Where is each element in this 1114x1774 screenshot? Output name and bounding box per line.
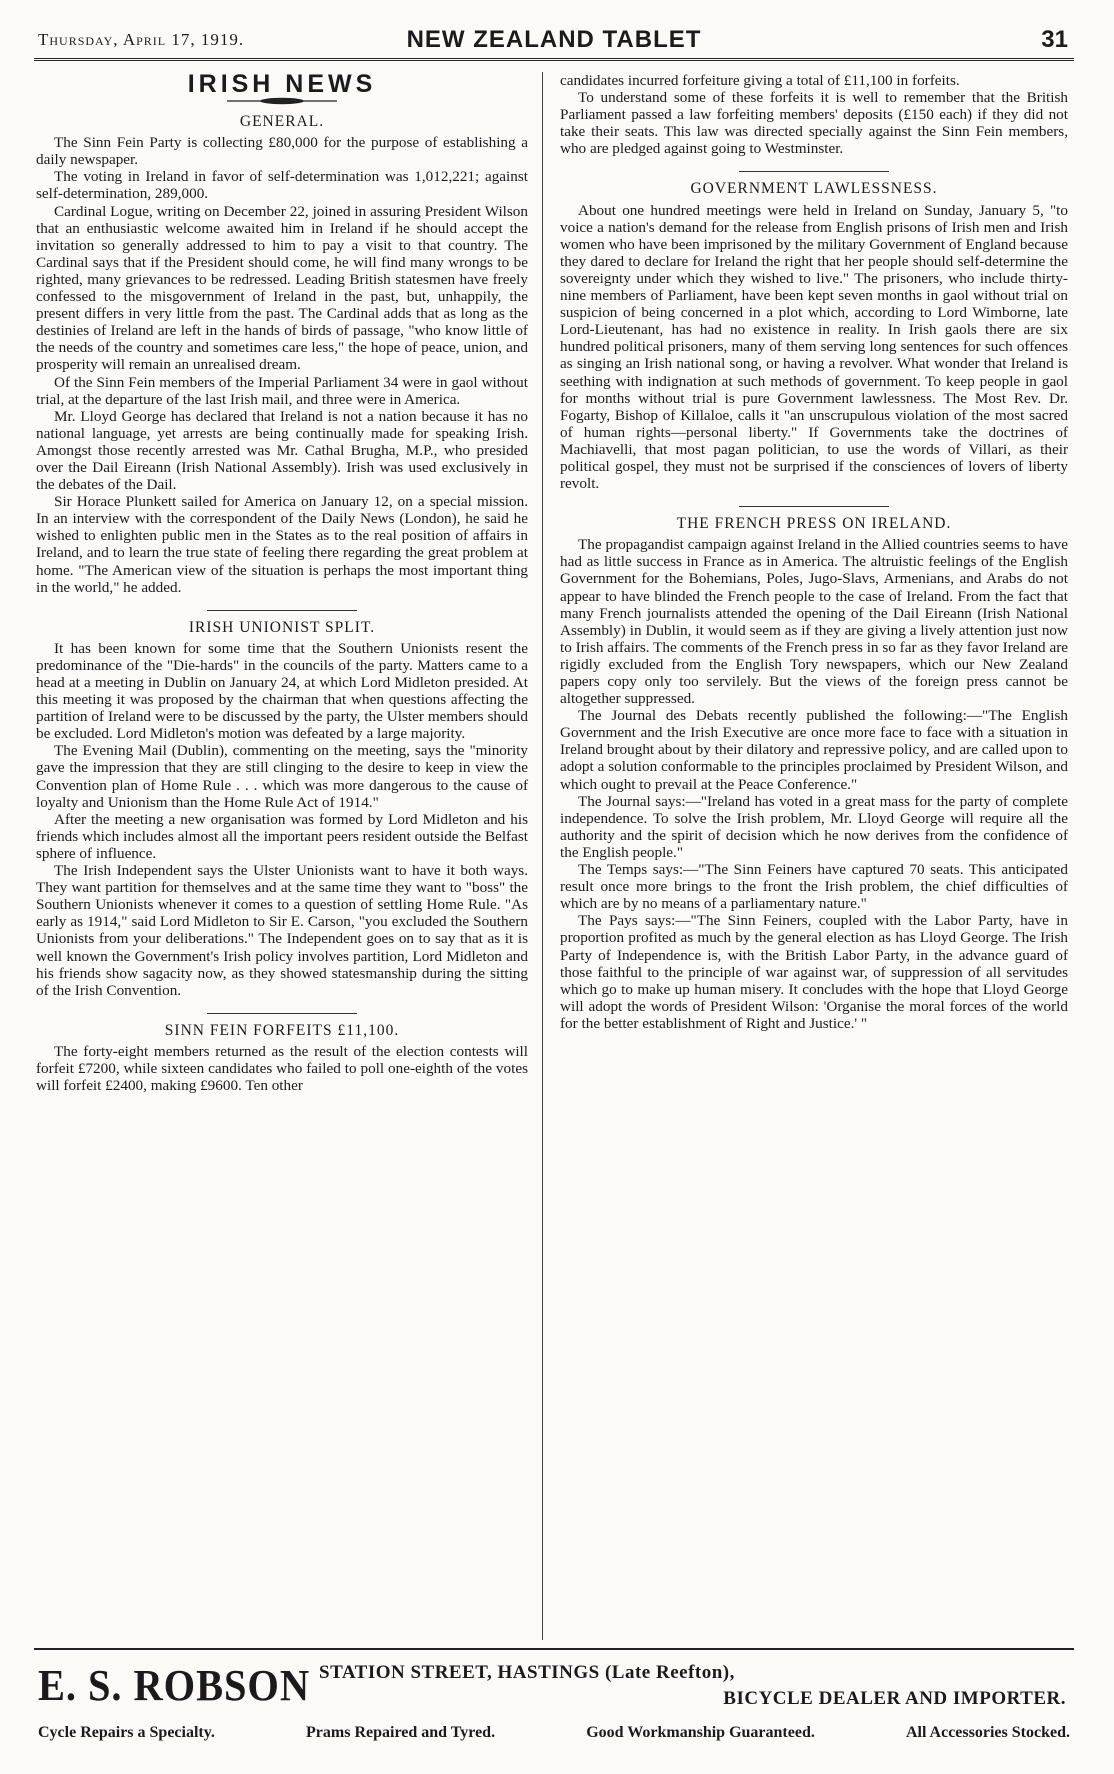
right-column — [560, 72, 1068, 1032]
subheading-unionist-split: IRISH UNIONIST SPLIT. — [188, 618, 376, 636]
advertiser-services — [38, 1724, 1070, 1742]
paragraph: The propagandist campaign against Ireland in the Allied countries seems to have had as little success in France as in America. The altruistic feelings of the English Government for the Bohemians, Poles, Jugo-Slavs, Armenians, and Arabs do not appear to have blinded the French people to the case of Ireland. From the fact that many French journalists attended the opening of the Dail Eireann (Irish National Assembly) in Dublin, it would seem as if they are giving a lively attention just now to Irish affairs. The comments of the French press in so far as they favor Ireland are rigidly excluded from the English Tory newspapers, which our New Zealand papers copy only too servilely. But the views of the foreign press cannot be altogether suppressed. — [560, 536, 1068, 708]
section-title: IRISH NEWS — [187, 70, 377, 98]
article-unionist-split — [36, 640, 528, 999]
article-government-lawlessness — [560, 202, 1068, 493]
paragraph: The voting in Ireland in favor of self-determination was 1,012,221; against self-determination, 289,000. — [36, 168, 528, 203]
masthead — [34, 22, 1074, 61]
article-general — [36, 134, 528, 596]
advertiser-address: STATION STREET, HASTINGS (Late Reefton), — [319, 1662, 735, 1683]
paragraph: About one hundred meetings were held in Ireland on Sunday, January 5, "to voice a nation's demand for the release from English prisons of Irish men and Irish women who have been imprisoned by the military Government of England because they dared to declare for Ireland the right that her people should self-determine the sovereignty under which they wished to live." The prisoners, who include thirty-nine members of Parliament, have been kept seven months in gaol without trial on suspicion of being concerned in a plot which, according to Lord Wimborne, late Lord-Lieutenant, has had no existence in reality. In Irish gaols there are six hundred political prisoners, many of them serving long sentences for such offences as singing an Irish national song, or having a revolver. What wonder that Ireland is seething with indignation at such methods of government. To keep people in gaol for months without trial is pure Government lawlessness. The Most Rev. Dr. Fogarty, Bishop of Killaloe, calls it "an unscrupulous violation of the most sacred of human rights—personal liberty." If Governments take the doctrines of Machiavelli, that most pagan politician, to use the words of Villari, as their political gospel, they must not be surprised if the consciences of lovers of liberty revolt. — [560, 201, 1068, 493]
article-forfeits — [36, 1043, 528, 1094]
section-divider — [207, 610, 357, 611]
subheading-forfeits: SINN FEIN FORFEITS £11,100. — [164, 1021, 400, 1039]
left-column — [36, 72, 528, 1094]
paragraph: The forty-eight members returned as the result of the election contests will forfeit £7200, while sixteen candidates who failed to poll one-eighth of the votes will forfeit £2400, making £9600. Ten other — [36, 1042, 528, 1095]
subheading-government-lawlessness: GOVERNMENT LAWLESSNESS. — [690, 180, 938, 198]
paragraph: Sir Horace Plunkett sailed for America on January 12, on a special mission. In an interview with the correspondent of the Daily News (London), he said he wished to enlighten public men in the States as to the real position of affairs in Ireland, and to learn the true state of feeling there regarding the great problem at home. "The American view of the situation is perhaps the most important thing in the world," he added. — [36, 493, 528, 596]
advertisement — [34, 1648, 1074, 1760]
subheading-french-press: THE FRENCH PRESS ON IRELAND. — [676, 515, 952, 533]
column-rule — [542, 72, 543, 1640]
advertiser-name: E. S. ROBSON — [38, 1661, 310, 1710]
paragraph: The Irish Independent says the Ulster Unionists want to have it both ways. They want partition for themselves and at the same time they want to "boss" the Southern Unionists whenever it comes to a question of settling Home Rule. "As early as 1914," said Lord Midleton to Sir E. Carson, "you excluded the Southern Unionists from your deliberations." The Independent goes on to say that as it is well known the Government's Irish policy involves partition, Lord Midleton and his friends show sagacity now, as they showed statesmanship during the sitting of the Irish Convention. — [36, 862, 528, 999]
paragraph: Mr. Lloyd George has declared that Ireland is not a nation because it has no national language, yet arrests are being continually made for speaking Irish. Amongst those recently arrested was Mr. Cathal Brugha, M.P., who presided over the Dail Eireann (Irish National Assembly). Irish was used exclusively in the debates of the Dail. — [36, 407, 528, 494]
paragraph: The Sinn Fein Party is collecting £80,000 for the purpose of establishing a daily newspaper. — [36, 134, 528, 169]
subheading-general: GENERAL. — [239, 113, 325, 131]
paragraph: To understand some of these forfeits it is well to remember that the British Parliament passed a law forfeiting members' deposits (£150 each) if they did not take their seats. This law was directed specially against the Sinn Fein members, who are pledged against going to Westminster. — [560, 89, 1068, 158]
ornament-rule-icon — [227, 97, 337, 105]
article-forfeits-continued — [560, 72, 1068, 157]
page-number: 31 — [1041, 26, 1068, 53]
paragraph: After the meeting a new organisation was formed by Lord Midleton and his friends which includes almost all the important peers resident outside the Belfast sphere of influence. — [36, 810, 528, 862]
service-item: Cycle Repairs a Specialty. — [38, 1724, 215, 1741]
paragraph: Of the Sinn Fein members of the Imperial Parliament 34 were in gaol without trial, at the departure of the last Irish mail, and three were in America. — [36, 373, 528, 408]
paragraph: The Journal says:—"Ireland has voted in a great mass for the party of complete independence. To solve the Irish problem, Mr. Lloyd George will require all the authority and the spirit of decision which he now derives from the confidence of the English people." — [560, 792, 1068, 861]
paragraph: candidates incurred forfeiture giving a total of £11,100 in forfeits. — [560, 72, 960, 89]
paragraph: The Journal des Debats recently published the following:—"The English Government and the Irish Executive are once more face to face with a situation in Ireland brought about by their dilatory and repressive policy, and are called upon to adopt a solution conformable to the principles proclaimed by President Wilson, and which ought to prevail at the Peace Conference." — [560, 707, 1068, 793]
article-french-press — [560, 536, 1068, 1032]
service-item: Prams Repaired and Tyred. — [306, 1724, 496, 1741]
paragraph: The Evening Mail (Dublin), commenting on the meeting, says the "minority gave the impression that they are still clinging to the desire to keep in view the Convention plan of Home Rule . . . which was more dangerous to the cause of loyalty and Unionism than the Home Rule Act of 1914." — [36, 742, 528, 811]
paragraph: The Pays says:—"The Sinn Feiners, coupled with the Labor Party, have in proportion profited as much by the general election as has Lloyd George. The Irish Party of Independence is, with the British Labor Party, in the advance guard of those faithful to the principle of war against war, of suppression of all servitudes which go to make up human misery. It concludes with the hope that Lloyd George will adopt the words of President Wilson: 'Organise the moral forces of the world for the better establishment of Right and Justice.' " — [560, 912, 1068, 1032]
paragraph: Cardinal Logue, writing on December 22, joined in assuring President Wilson that an enthusiastic welcome awaited him in Ireland if he should accept the invitation so generally addressed to him to pay a visit to that country. The Cardinal says that if the President should come, he will find many wrongs to be righted, many grievances to be redressed. Leading British statesmen have freely confessed to the misgovernment of Ireland in the past, but, unhappily, the present differs in very little from the past. The Cardinal adds that as long as the destinies of Ireland are left in the hands of birds of passage, "who know little of the needs of the country and sometimes care less," the hope of peace, union, and prosperity will remain an unrealised dream. — [36, 202, 528, 374]
section-divider — [739, 171, 889, 172]
advertiser-trade: BICYCLE DEALER AND IMPORTER. — [723, 1688, 1066, 1709]
section-divider — [739, 506, 889, 507]
paragraph: The Temps says:—"The Sinn Feiners have captured 70 seats. This anticipated result once more brings to the front the Irish problem, the chief difficulties of which are by no means of a parliamentary nature." — [560, 861, 1068, 913]
newspaper-title: NEW ZEALAND TABLET — [406, 26, 702, 53]
service-item: All Accessories Stocked. — [905, 1724, 1070, 1741]
section-divider — [207, 1013, 357, 1014]
service-item: Good Workmanship Guaranteed. — [586, 1724, 815, 1741]
paragraph: It has been known for some time that the Southern Unionists resent the predominance of the "Die-hards" in the councils of the party. Matters came to a head at a meeting in Dublin on January 24, at which Lord Midleton presided. At this meeting it was proposed by the chairman that when questions affecting the partition of Ireland were to be discussed by the party, the Ulster members should be excluded. Lord Midleton's motion was defeated by a large majority. — [36, 639, 528, 743]
issue-date: Thursday, April 17, 1919. — [38, 30, 245, 49]
